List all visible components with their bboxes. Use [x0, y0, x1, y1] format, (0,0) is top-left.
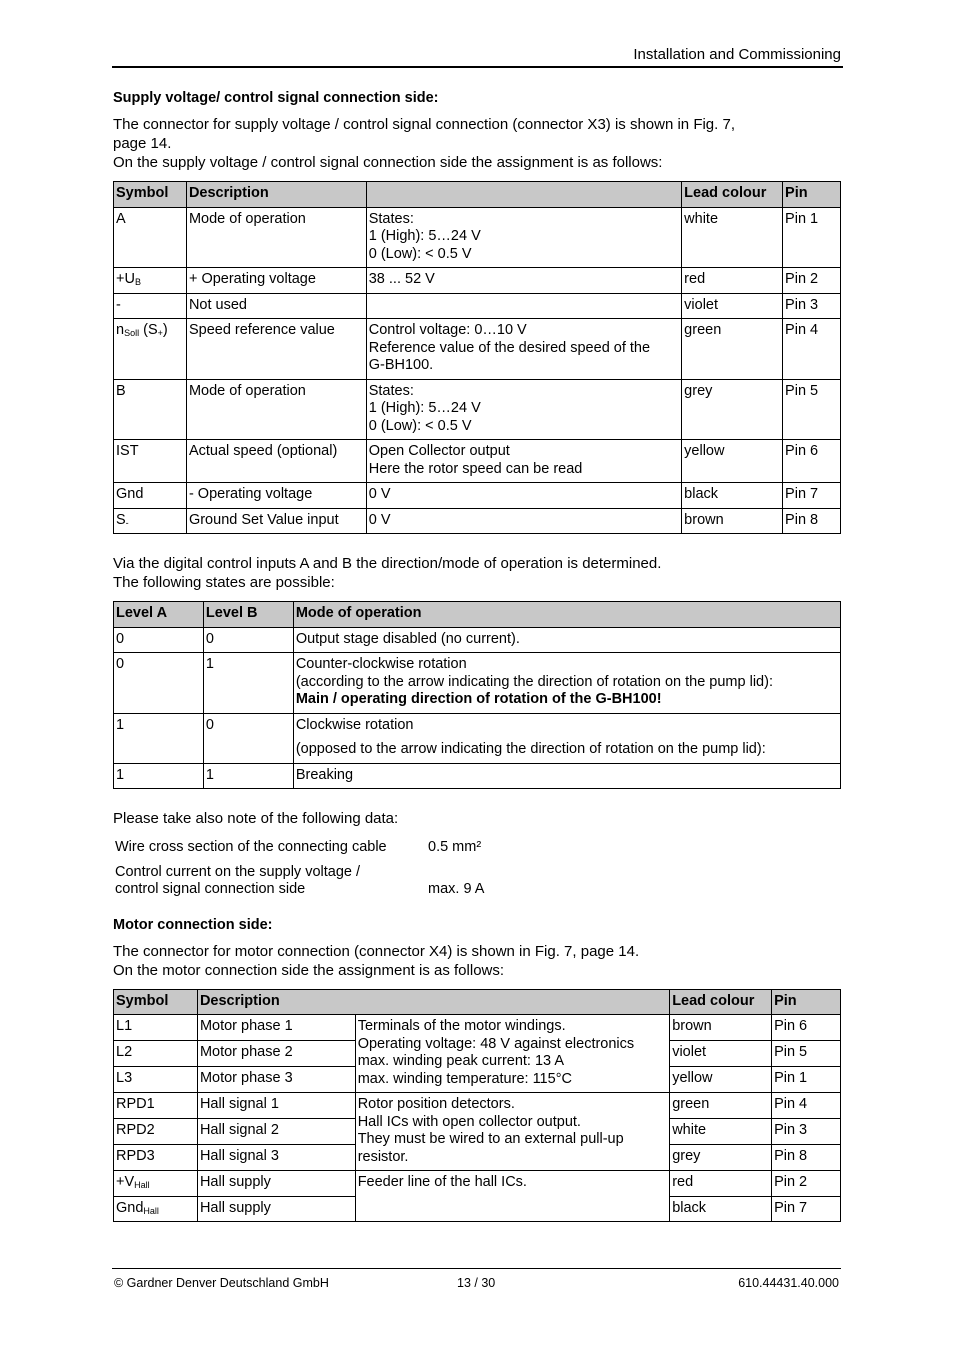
table-row [114, 483, 841, 509]
level-a-cell: 1 [114, 763, 204, 789]
mode-line: Breaking [295, 766, 354, 783]
mode-cell [293, 627, 840, 653]
lead-colour-cell: violet [682, 293, 783, 319]
symbol-cell [114, 1067, 198, 1093]
details-line: Open Collector output [368, 443, 510, 459]
details-cell [366, 508, 681, 534]
details-line: Here the rotor speed can be read [368, 460, 583, 477]
mode-cell [293, 763, 840, 789]
table-row [114, 268, 841, 294]
symbol-text: A [116, 210, 126, 227]
modes-table-header [114, 602, 841, 628]
notes-table [113, 836, 546, 903]
lead-colour-cell: black [670, 1196, 772, 1222]
group-details-line: max. winding peak current: 13 A [357, 1053, 565, 1069]
symbol-subscript: - [125, 517, 129, 528]
description-cell: Not used [186, 293, 366, 319]
mode-cell [293, 713, 840, 763]
pin-cell: Pin 8 [772, 1145, 841, 1171]
symbol-text: IST [116, 443, 139, 459]
col-pin: Pin [783, 182, 841, 208]
description-cell: Hall supply [197, 1171, 355, 1197]
symbol-cell [114, 379, 187, 440]
page-footer [112, 1268, 841, 1290]
mode-line: (opposed to the arrow indicating the direction of rotation on the pump lid): [295, 741, 766, 757]
level-a-cell: 0 [114, 653, 204, 714]
description-cell: + Operating voltage [186, 268, 366, 294]
pin-cell: Pin 8 [783, 508, 841, 534]
note-label-line: Wire cross section of the connecting cable [115, 839, 387, 855]
symbol-cell [114, 483, 187, 509]
supply-table-header [114, 182, 841, 208]
footer-page-number: 13 / 30 [457, 1276, 496, 1290]
group-details-line: resistor. [357, 1148, 409, 1165]
pin-cell: Pin 4 [783, 319, 841, 380]
table-row [114, 1171, 841, 1197]
level-a-cell: 0 [114, 627, 204, 653]
group-details-cell [355, 1171, 670, 1222]
symbol-text: RPD3 [116, 1148, 155, 1164]
details-line: 0 (Low): < 0.5 V [368, 417, 472, 434]
table-row [114, 627, 841, 653]
symbol-cell [114, 1171, 198, 1197]
note-value: 0.5 mm² [428, 839, 482, 855]
table-row [114, 319, 841, 380]
symbol-cell [114, 293, 187, 319]
page-content [113, 90, 841, 1222]
lead-colour-cell: red [670, 1171, 772, 1197]
motor-table-body [114, 1015, 841, 1222]
note-label-line: Control current on the supply voltage / [115, 863, 361, 880]
details-line: Reference value of the desired speed of the [368, 339, 651, 356]
details-cell [366, 440, 681, 483]
symbol-text: +U [116, 271, 135, 287]
symbol-cell [114, 1196, 198, 1222]
symbol-text: L3 [116, 1070, 133, 1086]
details-line: 38 ... 52 V [368, 271, 435, 287]
pin-cell: Pin 5 [772, 1041, 841, 1067]
details-cell [366, 379, 681, 440]
lead-colour-cell: brown [682, 508, 783, 534]
group-details-line: Rotor position detectors. [357, 1096, 515, 1112]
symbol-subscript: Soll [124, 328, 140, 338]
table-row [114, 713, 841, 763]
pin-cell: Pin 6 [783, 440, 841, 483]
col-description: Description [197, 989, 669, 1015]
pin-cell: Pin 7 [783, 483, 841, 509]
col-pin: Pin [772, 989, 841, 1015]
table-row [114, 207, 841, 268]
lead-colour-cell: yellow [670, 1067, 772, 1093]
note-row [113, 861, 546, 903]
supply-table [113, 181, 841, 534]
pin-cell: Pin 4 [772, 1093, 841, 1119]
details-line: 1 (High): 5…24 V [368, 228, 481, 244]
mode-line: Clockwise rotation [295, 716, 414, 733]
supply-heading: Supply voltage/ control signal connection side: [113, 90, 439, 106]
table-row [114, 653, 841, 714]
col-lead-colour: Lead colour [682, 182, 783, 208]
pin-cell: Pin 6 [772, 1015, 841, 1041]
symbol-text: B [116, 382, 126, 399]
mode-line: Counter-clockwise rotation [295, 656, 467, 672]
lead-colour-cell: grey [670, 1145, 772, 1171]
motor-heading: Motor connection side: [113, 916, 273, 933]
symbol-text: Gnd [116, 486, 144, 502]
col-symbol: Symbol [114, 989, 198, 1015]
col-level-b: Level B [203, 602, 293, 628]
table-row [114, 1015, 841, 1041]
symbol-subscript: Hall [134, 1180, 150, 1190]
group-details-line: They must be wired to an external pull-up [357, 1131, 624, 1147]
symbol-text: Gnd [116, 1199, 144, 1216]
description-cell: Hall signal 1 [197, 1093, 355, 1119]
pin-cell: Pin 2 [783, 268, 841, 294]
description-cell: Hall signal 3 [197, 1145, 355, 1171]
symbol-text: +V [116, 1174, 135, 1190]
note-row [113, 836, 546, 861]
modes-table-body [114, 627, 841, 789]
level-b-cell: 0 [203, 627, 293, 653]
lead-colour-cell: white [670, 1119, 772, 1145]
description-cell: Hall signal 2 [197, 1119, 355, 1145]
symbol-cell [114, 1041, 198, 1067]
col-lead-colour: Lead colour [670, 989, 772, 1015]
details-line: Control voltage: 0…10 V [368, 322, 527, 338]
note-label-line: control signal connection side [115, 881, 306, 897]
description-cell: Mode of operation [186, 379, 366, 440]
group-details-line: Feeder line of the hall ICs. [357, 1174, 527, 1190]
mode-line: Output stage disabled (no current). [295, 630, 520, 647]
level-b-cell: 1 [203, 763, 293, 789]
description-cell: Speed reference value [186, 319, 366, 380]
note-label [113, 836, 426, 861]
symbol-cell [114, 207, 187, 268]
description-cell: Motor phase 3 [197, 1067, 355, 1093]
details-cell [366, 319, 681, 380]
col-description: Description [186, 182, 366, 208]
lead-colour-cell: violet [670, 1041, 772, 1067]
table-row [114, 379, 841, 440]
lead-colour-cell: red [682, 268, 783, 294]
details-line: States: [368, 382, 414, 399]
notes-table-body [113, 836, 546, 903]
details-line: 1 (High): 5…24 V [368, 400, 481, 416]
footer-copyright: © Gardner Denver Deutschland GmbH [114, 1276, 329, 1290]
motor-intro-2: On the motor connection side the assignment is as follows: [113, 961, 505, 979]
group-details-cell [355, 1015, 670, 1093]
lead-colour-cell: green [682, 319, 783, 380]
pin-cell: Pin 3 [783, 293, 841, 319]
modes-intro-2: The following states are possible: [113, 574, 335, 591]
pin-cell: Pin 1 [772, 1067, 841, 1093]
symbol-cell [114, 1093, 198, 1119]
mode-emphasis: Main / operating direction of rotation of the G-BH100! [295, 691, 662, 707]
group-details-line: max. winding temperature: 115°C [357, 1070, 572, 1087]
symbol-text: RPD1 [116, 1096, 155, 1112]
note-value: max. 9 A [428, 881, 485, 897]
symbol-cell [114, 319, 187, 380]
supply-intro-1: The connector for supply voltage / control signal connection (connector X3) is shown in Fig. 7, [113, 116, 735, 133]
details-line: 0 V [368, 486, 391, 502]
table-row [114, 763, 841, 789]
pin-cell: Pin 7 [772, 1196, 841, 1222]
lead-colour-cell: green [670, 1093, 772, 1119]
symbol-subscript: Hall [143, 1205, 159, 1216]
pin-cell: Pin 1 [783, 207, 841, 268]
details-line: 0 (Low): < 0.5 V [368, 245, 472, 262]
header-title: Installation and Commissioning [633, 46, 841, 63]
level-b-cell: 1 [203, 653, 293, 714]
motor-table [113, 989, 841, 1223]
symbol-text: S [116, 511, 126, 528]
page-header [112, 44, 843, 68]
pin-cell: Pin 3 [772, 1119, 841, 1145]
group-details-cell [355, 1093, 670, 1171]
col-symbol: Symbol [114, 182, 187, 208]
symbol-end: ) [162, 322, 168, 338]
symbol-cell [114, 1145, 198, 1171]
symbol-cell [114, 1119, 198, 1145]
details-cell [366, 293, 681, 319]
symbol-cell [114, 1015, 198, 1041]
symbol-text: RPD2 [116, 1122, 155, 1138]
notes-intro: Please take also note of the following data: [113, 810, 399, 827]
modes-table [113, 601, 841, 789]
symbol-text: L1 [116, 1018, 133, 1034]
group-details-line: Terminals of the motor windings. [357, 1018, 566, 1034]
symbol-cell [114, 440, 187, 483]
lead-colour-cell: brown [670, 1015, 772, 1041]
symbol-subscript-2: + [157, 328, 163, 338]
details-cell [366, 483, 681, 509]
details-line: G-BH100. [368, 357, 434, 373]
description-cell: Motor phase 1 [197, 1015, 355, 1041]
lead-colour-cell: yellow [682, 440, 783, 483]
note-label [113, 861, 426, 903]
description-cell: Hall supply [197, 1196, 355, 1222]
col-details [366, 182, 681, 208]
description-cell: Ground Set Value input [186, 508, 366, 534]
level-a-cell: 1 [114, 713, 204, 763]
symbol-text: n [116, 322, 125, 338]
mode-line: (according to the arrow indicating the direction of rotation on the pump lid): [295, 673, 773, 690]
lead-colour-cell: white [682, 207, 783, 268]
table-row [114, 1093, 841, 1119]
description-cell: Actual speed (optional) [186, 440, 366, 483]
symbol-subscript: B [134, 277, 141, 287]
table-row [114, 508, 841, 534]
lead-colour-cell: grey [682, 379, 783, 440]
details-line: 0 V [368, 511, 391, 528]
symbol-text: L2 [116, 1044, 133, 1060]
description-cell: Mode of operation [186, 207, 366, 268]
symbol-suffix: (S [139, 322, 158, 338]
pin-cell: Pin 2 [772, 1171, 841, 1197]
modes-intro-1: Via the digital control inputs A and B the direction/mode of operation is determined. [113, 555, 662, 572]
pin-cell: Pin 5 [783, 379, 841, 440]
level-b-cell: 0 [203, 713, 293, 763]
supply-table-body [114, 207, 841, 534]
col-mode: Mode of operation [293, 602, 840, 628]
symbol-text: - [116, 296, 121, 313]
details-cell [366, 268, 681, 294]
description-cell: - Operating voltage [186, 483, 366, 509]
mode-cell [293, 653, 840, 714]
lead-colour-cell: black [682, 483, 783, 509]
supply-intro-2: page 14. [113, 135, 172, 152]
motor-intro-1: The connector for motor connection (connector X4) is shown in Fig. 7, page 14. [113, 942, 640, 960]
details-cell [366, 207, 681, 268]
symbol-cell [114, 268, 187, 294]
motor-table-header [114, 989, 841, 1015]
supply-intro-3: On the supply voltage / control signal connection side the assignment is as follows: [113, 154, 663, 171]
table-row [114, 293, 841, 319]
description-cell: Motor phase 2 [197, 1041, 355, 1067]
group-details-line: Hall ICs with open collector output. [357, 1113, 581, 1130]
footer-doc-number: 610.44431.40.000 [738, 1276, 839, 1290]
details-line: States: [368, 210, 414, 227]
col-level-a: Level A [114, 602, 204, 628]
symbol-cell [114, 508, 187, 534]
table-row [114, 440, 841, 483]
group-details-line: Operating voltage: 48 V against electronics [357, 1035, 635, 1052]
